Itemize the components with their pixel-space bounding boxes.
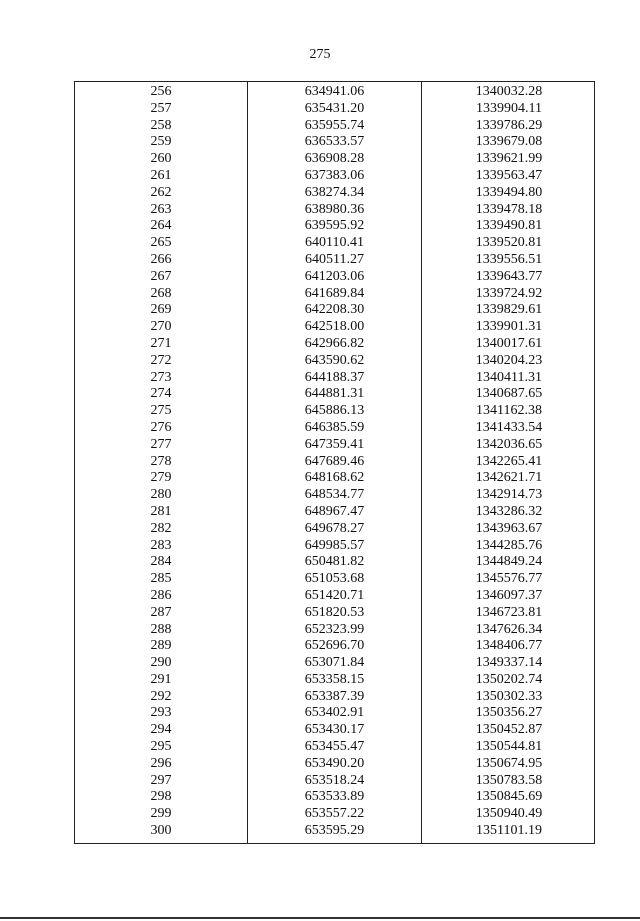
point-number-cell: 267 (150, 268, 172, 284)
y-coordinate-cell: 1339901.31 (475, 319, 543, 335)
x-coordinate-cell: 646385.59 (304, 419, 365, 435)
table-row (75, 487, 594, 504)
table-row (75, 101, 594, 118)
x-coordinate-cell: 648534.77 (304, 487, 365, 503)
table-row (75, 470, 594, 487)
table-row (75, 168, 594, 185)
x-coordinate-cell: 653490.20 (304, 755, 365, 771)
x-coordinate-cell: 653387.39 (304, 688, 365, 704)
y-coordinate-cell: 1349337.14 (475, 655, 543, 671)
point-number-cell: 258 (150, 117, 172, 133)
table-body (75, 84, 594, 840)
point-number-cell: 297 (150, 772, 172, 788)
y-coordinate-cell: 1340204.23 (475, 352, 543, 368)
table-row (75, 454, 594, 471)
table-row (75, 722, 594, 739)
y-coordinate-cell: 1348406.77 (475, 638, 543, 654)
y-coordinate-cell: 1339643.77 (475, 268, 543, 284)
x-coordinate-cell: 651820.53 (304, 604, 365, 620)
y-coordinate-cell: 1342621.71 (475, 470, 543, 486)
y-coordinate-cell: 1339478.18 (475, 201, 543, 217)
y-coordinate-cell: 1339786.29 (475, 117, 543, 133)
x-coordinate-cell: 653430.17 (304, 722, 365, 738)
x-coordinate-cell: 636908.28 (304, 151, 365, 167)
point-number-cell: 274 (150, 386, 172, 402)
y-coordinate-cell: 1342036.65 (475, 436, 543, 452)
point-number-cell: 300 (150, 823, 172, 839)
page-number: 275 (309, 47, 331, 62)
y-coordinate-cell: 1339829.61 (475, 302, 543, 318)
point-number-cell: 261 (150, 167, 172, 183)
table-row (75, 319, 594, 336)
y-coordinate-cell: 1350940.49 (475, 806, 543, 822)
table-row (75, 420, 594, 437)
y-coordinate-cell: 1340032.28 (475, 84, 543, 99)
table-row (75, 185, 594, 202)
table-row (75, 823, 594, 840)
point-number-cell: 293 (150, 705, 172, 721)
x-coordinate-cell: 642208.30 (304, 302, 365, 318)
table-row (75, 689, 594, 706)
x-coordinate-cell: 635955.74 (304, 117, 365, 133)
table-row (75, 756, 594, 773)
x-coordinate-cell: 653358.15 (304, 671, 365, 687)
point-number-cell: 281 (150, 503, 172, 519)
table-row (75, 252, 594, 269)
y-coordinate-cell: 1350356.27 (475, 705, 543, 721)
x-coordinate-cell: 647359.41 (304, 436, 365, 452)
y-coordinate-cell: 1339563.47 (475, 167, 543, 183)
y-coordinate-cell: 1339621.99 (475, 151, 543, 167)
table-row (75, 789, 594, 806)
table-row (75, 504, 594, 521)
x-coordinate-cell: 644881.31 (304, 386, 365, 402)
point-number-cell: 298 (150, 789, 172, 805)
table-row (75, 302, 594, 319)
point-number-cell: 283 (150, 537, 172, 553)
table-row (75, 336, 594, 353)
x-coordinate-cell: 653533.89 (304, 789, 365, 805)
x-coordinate-cell: 642966.82 (304, 335, 365, 351)
page-bottom-rule (0, 917, 640, 919)
table-row (75, 672, 594, 689)
y-coordinate-cell: 1350674.95 (475, 755, 543, 771)
x-coordinate-cell: 653402.91 (304, 705, 365, 721)
x-coordinate-cell: 653071.84 (304, 655, 365, 671)
x-coordinate-cell: 653518.24 (304, 772, 365, 788)
table-row (75, 437, 594, 454)
y-coordinate-cell: 1339724.92 (475, 285, 543, 301)
table-row (75, 202, 594, 219)
point-number-cell: 282 (150, 520, 172, 536)
y-coordinate-cell: 1339679.08 (475, 134, 543, 150)
x-coordinate-cell: 652323.99 (304, 621, 365, 637)
table-row (75, 739, 594, 756)
table-row (75, 286, 594, 303)
table-row (75, 806, 594, 823)
y-coordinate-cell: 1339904.11 (476, 100, 542, 116)
point-number-cell: 299 (150, 806, 172, 822)
point-number-cell: 292 (150, 688, 172, 704)
table-row (75, 134, 594, 151)
table-row (75, 705, 594, 722)
point-number-cell: 279 (150, 470, 172, 486)
point-number-cell: 291 (150, 671, 172, 687)
x-coordinate-cell: 648967.47 (304, 503, 365, 519)
table-row (75, 588, 594, 605)
y-coordinate-cell: 1341162.38 (476, 403, 542, 419)
x-coordinate-cell: 647689.46 (304, 453, 365, 469)
point-number-cell: 260 (150, 151, 172, 167)
point-number-cell: 266 (150, 251, 172, 267)
point-number-cell: 264 (150, 218, 172, 234)
table-row (75, 269, 594, 286)
point-number-cell: 276 (150, 419, 172, 435)
y-coordinate-cell: 1340017.61 (475, 335, 543, 351)
point-number-cell: 273 (150, 369, 172, 385)
y-coordinate-cell: 1343963.67 (475, 520, 543, 536)
point-number-cell: 288 (150, 621, 172, 637)
table-row (75, 605, 594, 622)
table-row (75, 538, 594, 555)
point-number-cell: 287 (150, 604, 172, 620)
point-number-cell: 265 (150, 235, 172, 251)
y-coordinate-cell: 1340411.31 (476, 369, 542, 385)
y-coordinate-cell: 1346723.81 (475, 604, 543, 620)
x-coordinate-cell: 644188.37 (304, 369, 365, 385)
point-number-cell: 286 (150, 587, 172, 603)
point-number-cell: 278 (150, 453, 172, 469)
point-number-cell: 259 (150, 134, 172, 150)
point-number-cell: 290 (150, 655, 172, 671)
x-coordinate-cell: 641203.06 (304, 268, 365, 284)
y-coordinate-cell: 1339490.81 (475, 218, 543, 234)
table-row (75, 353, 594, 370)
x-coordinate-cell: 640511.27 (305, 251, 364, 267)
point-number-cell: 270 (150, 319, 172, 335)
y-coordinate-cell: 1346097.37 (475, 587, 543, 603)
point-number-cell: 285 (150, 571, 172, 587)
point-number-cell: 284 (150, 554, 172, 570)
y-coordinate-cell: 1343286.32 (475, 503, 543, 519)
table-row (75, 118, 594, 135)
y-coordinate-cell: 1344285.76 (475, 537, 543, 553)
y-coordinate-cell: 1342265.41 (475, 453, 543, 469)
point-number-cell: 268 (150, 285, 172, 301)
table-row (75, 218, 594, 235)
point-number-cell: 295 (150, 739, 172, 755)
x-coordinate-cell: 635431.20 (304, 100, 365, 116)
y-coordinate-cell: 1342914.73 (475, 487, 543, 503)
x-coordinate-cell: 652696.70 (304, 638, 365, 654)
y-coordinate-cell: 1350544.81 (475, 739, 543, 755)
x-coordinate-cell: 653455.47 (304, 739, 365, 755)
y-coordinate-cell: 1339520.81 (475, 235, 543, 251)
x-coordinate-cell: 638980.36 (304, 201, 365, 217)
x-coordinate-cell: 649678.27 (304, 520, 365, 536)
point-number-cell: 272 (150, 352, 172, 368)
x-coordinate-cell: 651420.71 (304, 587, 365, 603)
y-coordinate-cell: 1347626.34 (475, 621, 543, 637)
y-coordinate-cell: 1339494.80 (475, 184, 543, 200)
table-row (75, 84, 594, 101)
point-number-cell: 294 (150, 722, 172, 738)
table-row (75, 638, 594, 655)
point-number-cell: 271 (150, 335, 172, 351)
table-row (75, 403, 594, 420)
x-coordinate-cell: 653595.29 (304, 823, 365, 839)
table-row (75, 655, 594, 672)
x-coordinate-cell: 640110.41 (305, 235, 364, 251)
y-coordinate-cell: 1350202.74 (475, 671, 543, 687)
y-coordinate-cell: 1340687.65 (475, 386, 543, 402)
coordinate-table (74, 81, 595, 844)
point-number-cell: 257 (150, 100, 172, 116)
point-number-cell: 277 (150, 436, 172, 452)
table-row (75, 773, 594, 790)
point-number-cell: 263 (150, 201, 172, 217)
x-coordinate-cell: 649985.57 (304, 537, 365, 553)
x-coordinate-cell: 650481.82 (304, 554, 365, 570)
x-coordinate-cell: 636533.57 (304, 134, 365, 150)
table-row (75, 521, 594, 538)
point-number-cell: 262 (150, 184, 172, 200)
table-row (75, 571, 594, 588)
y-coordinate-cell: 1351101.19 (476, 823, 542, 839)
y-coordinate-cell: 1350845.69 (475, 789, 543, 805)
x-coordinate-cell: 637383.06 (304, 167, 365, 183)
x-coordinate-cell: 645886.13 (304, 403, 365, 419)
x-coordinate-cell: 639595.92 (304, 218, 365, 234)
table-row (75, 386, 594, 403)
x-coordinate-cell: 642518.00 (304, 319, 365, 335)
point-number-cell: 289 (150, 638, 172, 654)
table-row (75, 554, 594, 571)
y-coordinate-cell: 1350302.33 (475, 688, 543, 704)
x-coordinate-cell: 653557.22 (304, 806, 365, 822)
table-row (75, 622, 594, 639)
x-coordinate-cell: 643590.62 (304, 352, 365, 368)
x-coordinate-cell: 641689.84 (304, 285, 365, 301)
table-row (75, 370, 594, 387)
x-coordinate-cell: 634941.06 (304, 84, 365, 99)
y-coordinate-cell: 1350783.58 (475, 772, 543, 788)
y-coordinate-cell: 1341433.54 (475, 419, 543, 435)
table-row (75, 151, 594, 168)
point-number-cell: 256 (150, 84, 172, 99)
point-number-cell: 280 (150, 487, 172, 503)
point-number-cell: 275 (150, 403, 172, 419)
y-coordinate-cell: 1350452.87 (475, 722, 543, 738)
y-coordinate-cell: 1345576.77 (475, 571, 543, 587)
point-number-cell: 296 (150, 755, 172, 771)
point-number-cell: 269 (150, 302, 172, 318)
x-coordinate-cell: 648168.62 (304, 470, 365, 486)
x-coordinate-cell: 651053.68 (304, 571, 365, 587)
x-coordinate-cell: 638274.34 (304, 184, 365, 200)
table-row (75, 235, 594, 252)
y-coordinate-cell: 1344849.24 (475, 554, 543, 570)
y-coordinate-cell: 1339556.51 (475, 251, 543, 267)
